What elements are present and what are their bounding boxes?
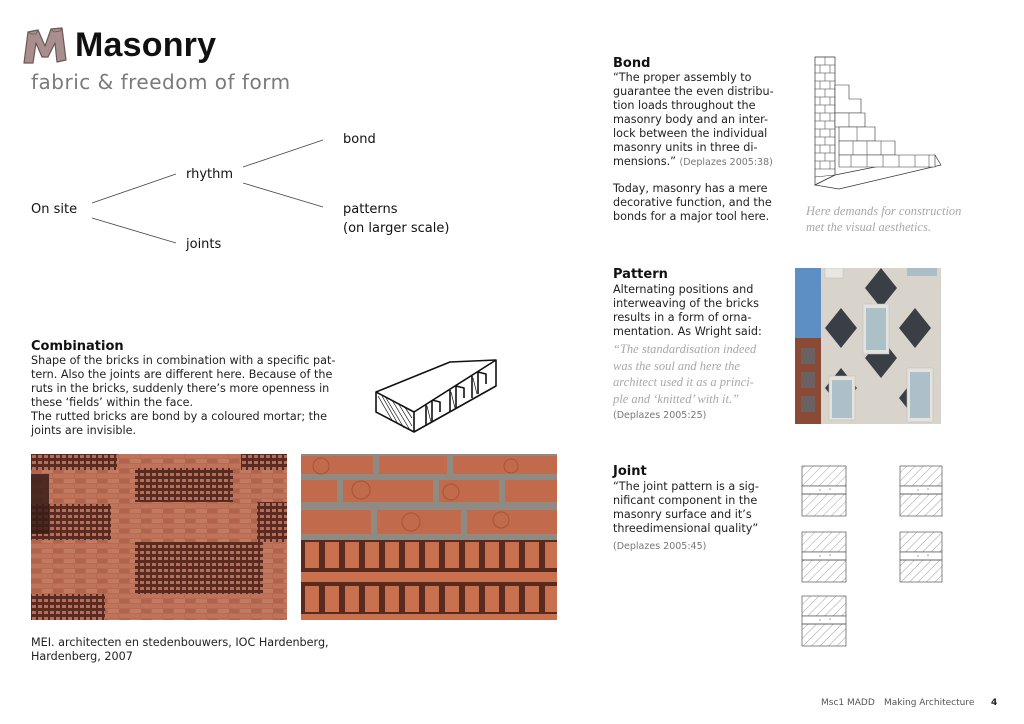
mindmap-patterns: patterns: [343, 202, 398, 217]
pattern-text: Alternating positions and interweaving of the bricks results in a form of orna- mentation. As Wright said:: [613, 283, 762, 338]
bond-heading: Bond: [613, 56, 651, 71]
bond-citation: (Deplazes 2005:38): [679, 157, 773, 168]
pattern-facade-photo: [795, 268, 941, 424]
combination-heading: Combination: [31, 339, 124, 354]
joint-quote: “The joint pattern is a sig- nificant component in the masonry surface and it’s threedimensional quality”: [613, 480, 759, 535]
mindmap-patterns-note: (on larger scale): [343, 221, 450, 236]
combination-text: Shape of the bricks in combination with a specific pat- tern. Also the joints are different here. Because of the ruts in the bricks, suddenly there’s more openness in these ‘fields’ within the face. The rutted bricks are bond by a coloured mortar; the joints are invisible.: [31, 354, 336, 437]
page-title: Masonry: [75, 26, 217, 64]
footer-course: Msc1 MADD: [821, 698, 875, 708]
mindmap-bond: bond: [343, 132, 376, 147]
pattern-quote: “The standardisation indeed was the soul and here the architect used it as a princi- ple and ‘knitted’ with it.”: [613, 342, 757, 406]
joint-citation: (Deplazes 2005:45): [613, 541, 707, 552]
footer-subject: Making Architecture: [884, 698, 975, 708]
mindmap-root: On site: [31, 202, 78, 217]
brick-closeup-photo: [301, 454, 557, 620]
mindmap-joints: joints: [186, 237, 222, 252]
joint-diagrams: [800, 462, 946, 648]
bond-today-text: Today, masonry has a mere decorative function, and the bonds for a major tool here.: [613, 182, 772, 223]
photo-caption: MEI. architecten en stedenbouwers, IOC Hardenberg, Hardenberg, 2007: [31, 636, 329, 663]
bond-quote: “The proper assembly to guarantee the even distribu- tion loads throughout the masonry body and an inter- lock between the individual masonry units in three di- mensions.” (Deplazes 2005:38): [613, 71, 774, 168]
masonry-logo: [22, 26, 68, 66]
page-subtitle: fabric & freedom of form: [31, 70, 291, 94]
bond-corner-sketch: [805, 55, 945, 195]
facade-photo-fields: [31, 454, 287, 620]
pattern-citation: (Deplazes 2005:25): [613, 410, 707, 421]
rutted-brick-sketch: [372, 340, 502, 440]
pattern-heading: Pattern: [613, 267, 668, 282]
mindmap-rhythm: rhythm: [186, 167, 234, 182]
joint-heading: Joint: [613, 464, 647, 479]
bond-note: Here demands for construction met the visual aesthetics.: [806, 204, 962, 234]
page-number: 4: [991, 698, 998, 708]
